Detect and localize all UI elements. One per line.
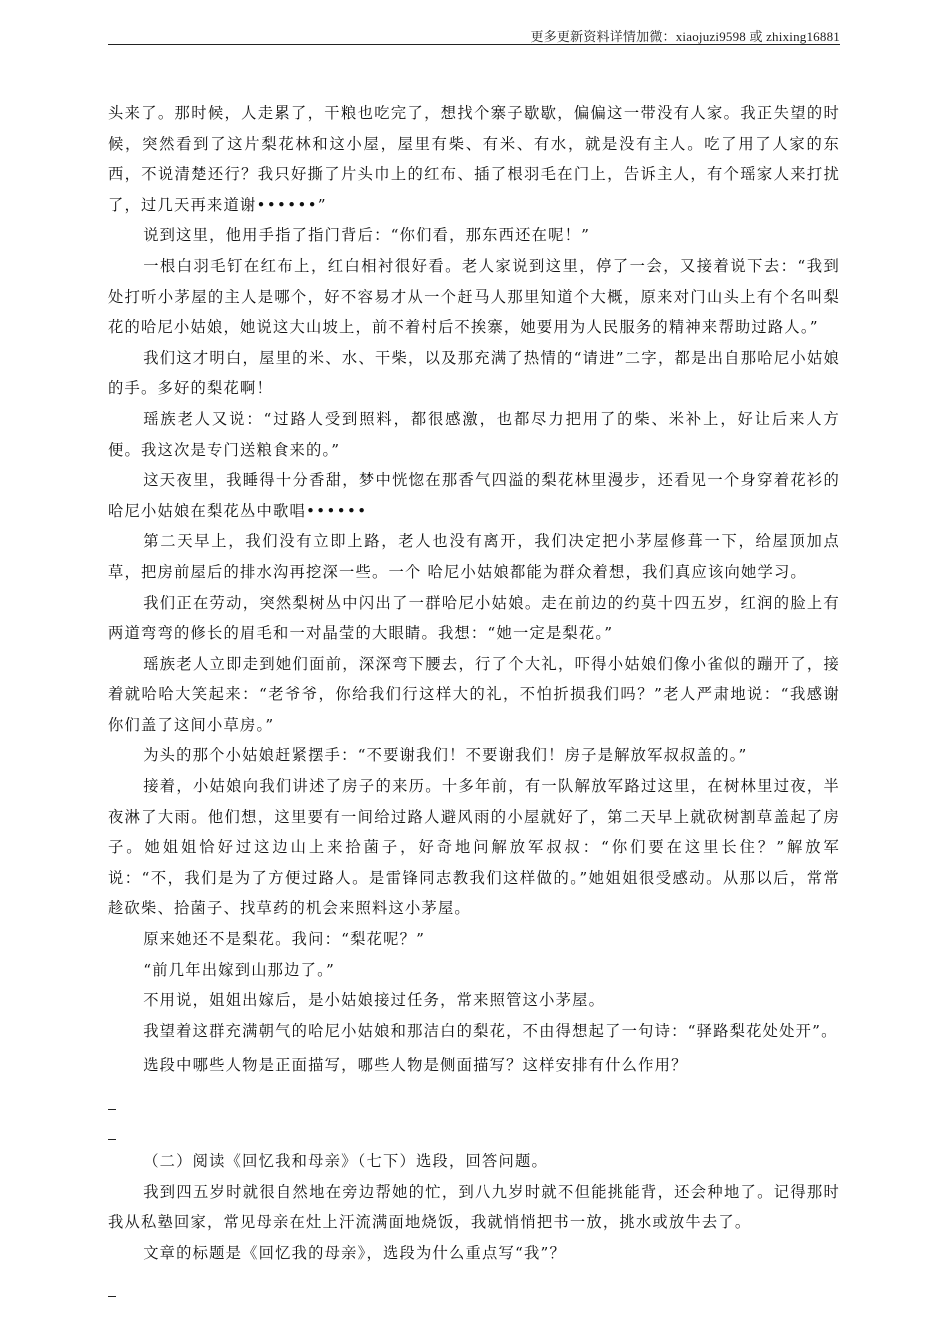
paragraph: 原来她还不是梨花。我问：“梨花呢？”: [143, 930, 426, 949]
paragraph: 头来了。那时候，人走累了，干粮也吃完了，想找个寨子歇歇，偏偏这一带没有人家。我正失望的时候，突然看到了这片梨花林和这小屋，屋里有柴、有米、有水，就是没有主人。吃了用了人家的东西，不说清楚还行？我只好撕了片头巾上的红布、插了根羽毛在门上，告诉主人，有个瑶家人来打扰了，过几天再来道谢••••••”: [108, 104, 840, 214]
question-1: 选段中哪些人物是正面描写，哪些人物是侧面描写？这样安排有什么作用？: [143, 1056, 688, 1075]
paragraph: 不用说，姐姐出嫁后，是小姑娘接过任务，常来照管这小茅屋。: [143, 991, 606, 1010]
paragraph: 我望着这群充满朝气的哈尼小姑娘和那洁白的梨花，不由得想起了一句诗：“驿路梨花处处开”。: [143, 1021, 838, 1040]
paragraph: 瑶族老人立即走到她们面前，深深弯下腰去，行了个大礼，吓得小姑娘们像小雀似的蹦开了，接着就哈哈大笑起来：“老爷爷，你给我们行这样大的礼，不怕折损我们吗？”老人严肃地说：“我感谢你们盖了这间小草房。”: [108, 654, 840, 734]
paragraph: 这天夜里，我睡得十分香甜，梦中恍惚在那香气四溢的梨花林里漫步，还看见一个身穿着花衫的哈尼小姑娘在梨花丛中歌唱••••••: [108, 471, 840, 520]
answer-blank-1: [108, 1085, 840, 1116]
paragraph: 瑶族老人又说：“过路人受到照料，都很感激，也都尽力把用了的柴、米补上，好让后来人方便。我这次是专门送粮食来的。”: [108, 409, 840, 459]
header-text: 更多更新资料详情加微：xiaojuzi9598 或 zhixing16881: [530, 29, 840, 44]
paragraph: 第二天早上，我们没有立即上路，老人也没有离开，我们决定把小茅屋修葺一下，给屋顶加点草，把房前屋后的排水沟再挖深一些。一个 哈尼小姑娘都能为群众着想，我们真应该向她学习。: [108, 532, 840, 581]
answer-blank-3: [108, 1273, 840, 1304]
paragraph: 一根白羽毛钉在红布上，红白相衬很好看。老人家说到这里，停了一会，又接着说下去：“我到处打听小茅屋的主人是哪个，好不容易才从一个赶马人那里知道个大概，原来对门山头上有个名叫梨花的哈尼小姑娘，她说这大山坡上，前不着村后不挨寨，她要用为人民服务的精神来帮助过路人。”: [108, 256, 840, 337]
paragraph: 我们正在劳动，突然梨树丛中闪出了一群哈尼小姑娘。走在前边的约莫十四五岁，红润的脸上有两道弯弯的修长的眉毛和一对晶莹的大眼睛。我想：“她一定是梨花。”: [108, 593, 840, 643]
section-2-passage: 我到四五岁时就很自然地在旁边帮她的忙，到八九岁时就不但能挑能背，还会种地了。记得那时我从私塾回家，常见母亲在灶上汗流满面地烧饭，我就悄悄把书一放，挑水或放牛去了。: [108, 1182, 840, 1232]
paragraph: 为头的那个小姑娘赶紧摆手：“不要谢我们！不要谢我们！房子是解放军叔叔盖的。”: [143, 746, 748, 765]
answer-blank-2: [108, 1116, 840, 1147]
paragraph: 接着，小姑娘向我们讲述了房子的来历。十多年前，有一队解放军路过这里，在树林里过夜，半夜淋了大雨。他们想，这里要有一间给过路人避风雨的小屋就好了，第二天早上就砍树割草盖起了房子。她姐姐恰好过这边山上来拾菌子，好奇地问解放军叔叔：“你们要在这里长住？”解放军说：“不，我们是为了方便过路人。是雷锋同志教我们这样做的。”她姐姐很受感动。从那以后，常常趁砍柴、拾菌子、找草药的机会来照料这小茅屋。: [108, 777, 840, 918]
paragraph: “前几年出嫁到山那边了。”: [143, 960, 336, 979]
question-2: 文章的标题是《回忆我的母亲》，选段为什么重点写“我”？: [143, 1243, 567, 1262]
document-body: [108, 98, 840, 1303]
paragraph: 说到这里，他用手指了指门背后：“你们看，那东西还在呢！”: [143, 226, 591, 245]
page-header: [108, 24, 840, 45]
paragraph: 我们这才明白，屋里的米、水、干柴，以及那充满了热情的“请进”二字，都是出自那哈尼小姑娘的手。多好的梨花啊！: [108, 348, 840, 398]
section-2-title: （二）阅读《回忆我和母亲》（七下）选段，回答问题。: [143, 1152, 548, 1171]
